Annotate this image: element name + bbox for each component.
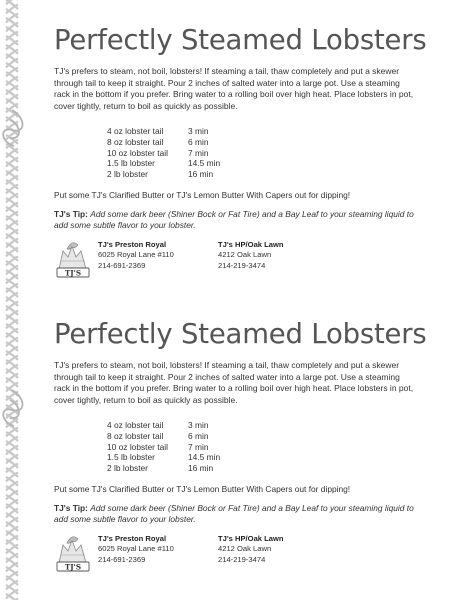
svg-text:TJ'S: TJ'S (64, 562, 82, 572)
time-item: 8 oz lobster tail (107, 430, 164, 441)
time-item: 10 oz lobster tail (107, 147, 168, 158)
time-item: 1.5 lb lobster (107, 452, 155, 463)
time-item: 2 lb lobster (107, 169, 148, 180)
location-phone: 214-219-3474 (218, 260, 266, 270)
tjs-logo-icon (55, 237, 91, 279)
location-address: 6025 Royal Lane #110 (98, 250, 174, 260)
rope-border (0, 0, 26, 600)
table-row (107, 442, 220, 453)
location-phone: 214-691-2369 (98, 260, 146, 270)
recipe-intro: TJ's prefers to steam, not boil, lobsters! If steaming a tail, thaw completely and put a skewer through tail to keep it straight. Pour 2 inches of salted water into a large pot. Use a steaming rack in the bottom if you prefer. Bring water to a rolling boil over high heat. Place lobsters in pot, cover tightly, return to boil as quickly as possible. (54, 66, 414, 111)
time-item: 2 lb lobster (107, 463, 148, 474)
location-oak-lawn (218, 240, 284, 271)
store-footer (54, 235, 414, 283)
table-row (107, 137, 220, 148)
time-value: 6 min (188, 136, 209, 147)
tip-label: TJ's Tip: (54, 208, 88, 219)
store-footer (54, 529, 414, 577)
recipe-title: Perfectly Steamed Lobsters (54, 24, 427, 56)
location-address: 6025 Royal Lane #110 (98, 544, 174, 554)
dipping-note: Put some TJ's Clarified Butter or TJ's Lemon Butter With Capers out for dipping! (54, 483, 351, 494)
tip-text: Add some dark beer (Shiner Bock or Fat Tire) and a Bay Leaf to your steaming liquid to add some subtle flavor to your lobster. (54, 208, 414, 230)
recipe-card-2 (54, 318, 427, 577)
location-phone: 214-691-2369 (98, 554, 146, 564)
recipe-title: Perfectly Steamed Lobsters (54, 318, 427, 350)
tip-label: TJ's Tip: (54, 502, 88, 513)
tip-text: Add some dark beer (Shiner Bock or Fat Tire) and a Bay Leaf to your steaming liquid to add some subtle flavor to your lobster. (54, 502, 414, 524)
table-row (107, 169, 220, 180)
time-value: 7 min (188, 441, 209, 452)
table-row (107, 463, 220, 474)
time-value: 3 min (188, 126, 209, 136)
location-phone: 214-219-3474 (218, 554, 266, 564)
location-name: TJ's Preston Royal (98, 533, 167, 543)
tip (54, 503, 414, 525)
time-item: 10 oz lobster tail (107, 441, 168, 452)
location-address: 4212 Oak Lawn (218, 250, 272, 260)
cooking-times-table (107, 420, 220, 474)
recipe-card-1 (54, 24, 427, 283)
tjs-logo-icon (55, 531, 91, 573)
table-row (107, 158, 220, 169)
table-row (107, 126, 220, 137)
recipe-intro: TJ's prefers to steam, not boil, lobsters! If steaming a tail, thaw completely and put a skewer through tail to keep it straight. Pour 2 inches of salted water into a large pot. Use a steaming rack in the bottom if you prefer. Bring water to a rolling boil over high heat. Place lobsters in pot, cover tightly, return to boil as quickly as possible. (54, 360, 414, 405)
table-row (107, 420, 220, 431)
location-oak-lawn (218, 534, 284, 565)
svg-text:TJ'S: TJ'S (64, 268, 82, 278)
location-name: TJ's Preston Royal (98, 239, 167, 249)
time-item: 8 oz lobster tail (107, 136, 164, 147)
cooking-times-table (107, 126, 220, 180)
location-address: 4212 Oak Lawn (218, 544, 272, 554)
time-value: 14.5 min (188, 158, 221, 169)
table-row (107, 148, 220, 159)
time-value: 6 min (188, 430, 209, 441)
location-name: TJ's HP/Oak Lawn (218, 533, 284, 543)
time-item: 1.5 lb lobster (107, 158, 155, 169)
time-value: 7 min (188, 147, 209, 158)
time-item: 4 oz lobster tail (107, 126, 164, 136)
time-item: 4 oz lobster tail (107, 420, 164, 430)
table-row (107, 431, 220, 442)
dipping-note: Put some TJ's Clarified Butter or TJ's Lemon Butter With Capers out for dipping! (54, 189, 351, 200)
tip (54, 209, 414, 231)
location-name: TJ's HP/Oak Lawn (218, 239, 284, 249)
time-value: 14.5 min (188, 452, 221, 463)
location-preston-royal (98, 534, 174, 565)
time-value: 16 min (188, 463, 214, 474)
time-value: 16 min (188, 169, 214, 180)
time-value: 3 min (188, 420, 209, 430)
location-preston-royal (98, 240, 174, 271)
table-row (107, 452, 220, 463)
